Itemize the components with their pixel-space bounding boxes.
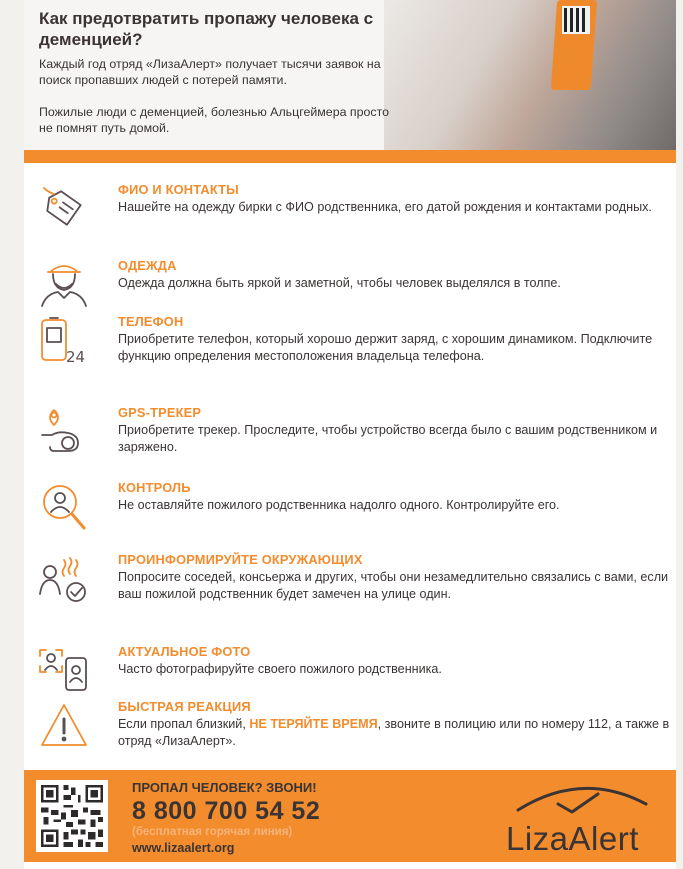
tip-text: Часто фотографируйте своего пожилого родственника. [118, 662, 442, 676]
tip-title: КОНТРОЛЬ [118, 480, 191, 495]
tip-text: Приобретите трекер. Проследите, чтобы устройство всегда было с вашим родственником и заряжено. [118, 423, 658, 454]
photo-icon [36, 644, 92, 696]
svg-text:24: 24 [66, 348, 86, 366]
intro-paragraph-1: Каждый год отряд «ЛизаАлерт» получает тысячи заявок на поиск пропавших людей с потерей памяти. [39, 57, 381, 87]
tip-text: Приобретите телефон, который хорошо держит заряд, с хорошим динамиком. Подключите функцию определения местоположения владельца телефона. [118, 332, 653, 363]
tip-title: БЫСТРАЯ РЕАКЦИЯ [118, 699, 251, 714]
tip-text: Нашейте на одежду бирки с ФИО родственника, его датой рождения и контактами родных. [118, 200, 652, 214]
tip-text-after: , звоните в полицию или по номеру 112, а также в отряд «ЛизаАлерт». [118, 717, 670, 748]
header-photo [384, 0, 676, 150]
tip-text [118, 716, 670, 750]
tip-title: GPS-ТРЕКЕР [118, 405, 202, 420]
qr-code[interactable] [36, 780, 108, 852]
call-to-action: ПРОПАЛ ЧЕЛОВЕК? ЗВОНИ! [132, 780, 317, 795]
gps-tracker-icon [36, 405, 92, 457]
warning-icon [36, 699, 92, 751]
tip-text-before: Если пропал близкий, [118, 717, 250, 731]
person-hat-icon [36, 258, 92, 310]
intro-text [39, 56, 399, 150]
neighbors-icon [36, 552, 92, 604]
header [24, 0, 676, 150]
hotline-note: (бесплатная горячая линия) [132, 826, 293, 838]
tag-icon [36, 182, 92, 234]
headline: Как предотвратить пропажу человека с деменцией? [39, 9, 374, 49]
tip-title: ТЕЛЕФОН [118, 314, 184, 329]
wristband-qr [562, 6, 590, 34]
lizaalert-logo [502, 780, 662, 856]
header-divider [24, 150, 676, 163]
magnifier-person-icon [36, 480, 92, 532]
flyer-card [24, 0, 676, 869]
logo-text: LizaAlert [506, 820, 639, 857]
intro-paragraph-2: Пожилые люди с деменцией, болезнью Альцгеймера просто не помнят путь домой. [39, 105, 390, 135]
tip-title: АКТУАЛЬНОЕ ФОТО [118, 644, 251, 659]
tip-text: Одежда должна быть яркой и заметной, чтобы человек выделялся в толпе. [118, 276, 561, 290]
logo-checkmark-icon [512, 780, 652, 820]
hotline-phone[interactable]: 8 800 700 54 52 [132, 797, 321, 825]
tip-title: ОДЕЖДА [118, 258, 177, 273]
tip-text-highlight: НЕ ТЕРЯЙТЕ ВРЕМЯ [249, 717, 378, 731]
phone-24-icon [36, 314, 92, 366]
tip-title: ПРОИНФОРМИРУЙТЕ ОКРУЖАЮЩИХ [118, 552, 363, 567]
tip-text: Попросите соседей, консьержа и других, чтобы они незамедлительно связались с вами, если ваш пожилой родственник будет замечен на улице один. [118, 570, 669, 601]
website-link[interactable]: www.lizaalert.org [132, 841, 235, 855]
footer [24, 770, 676, 862]
tip-title: ФИО И КОНТАКТЫ [118, 182, 239, 197]
tip-text: Не оставляйте пожилого родственника надолго одного. Контролируйте его. [118, 498, 560, 512]
